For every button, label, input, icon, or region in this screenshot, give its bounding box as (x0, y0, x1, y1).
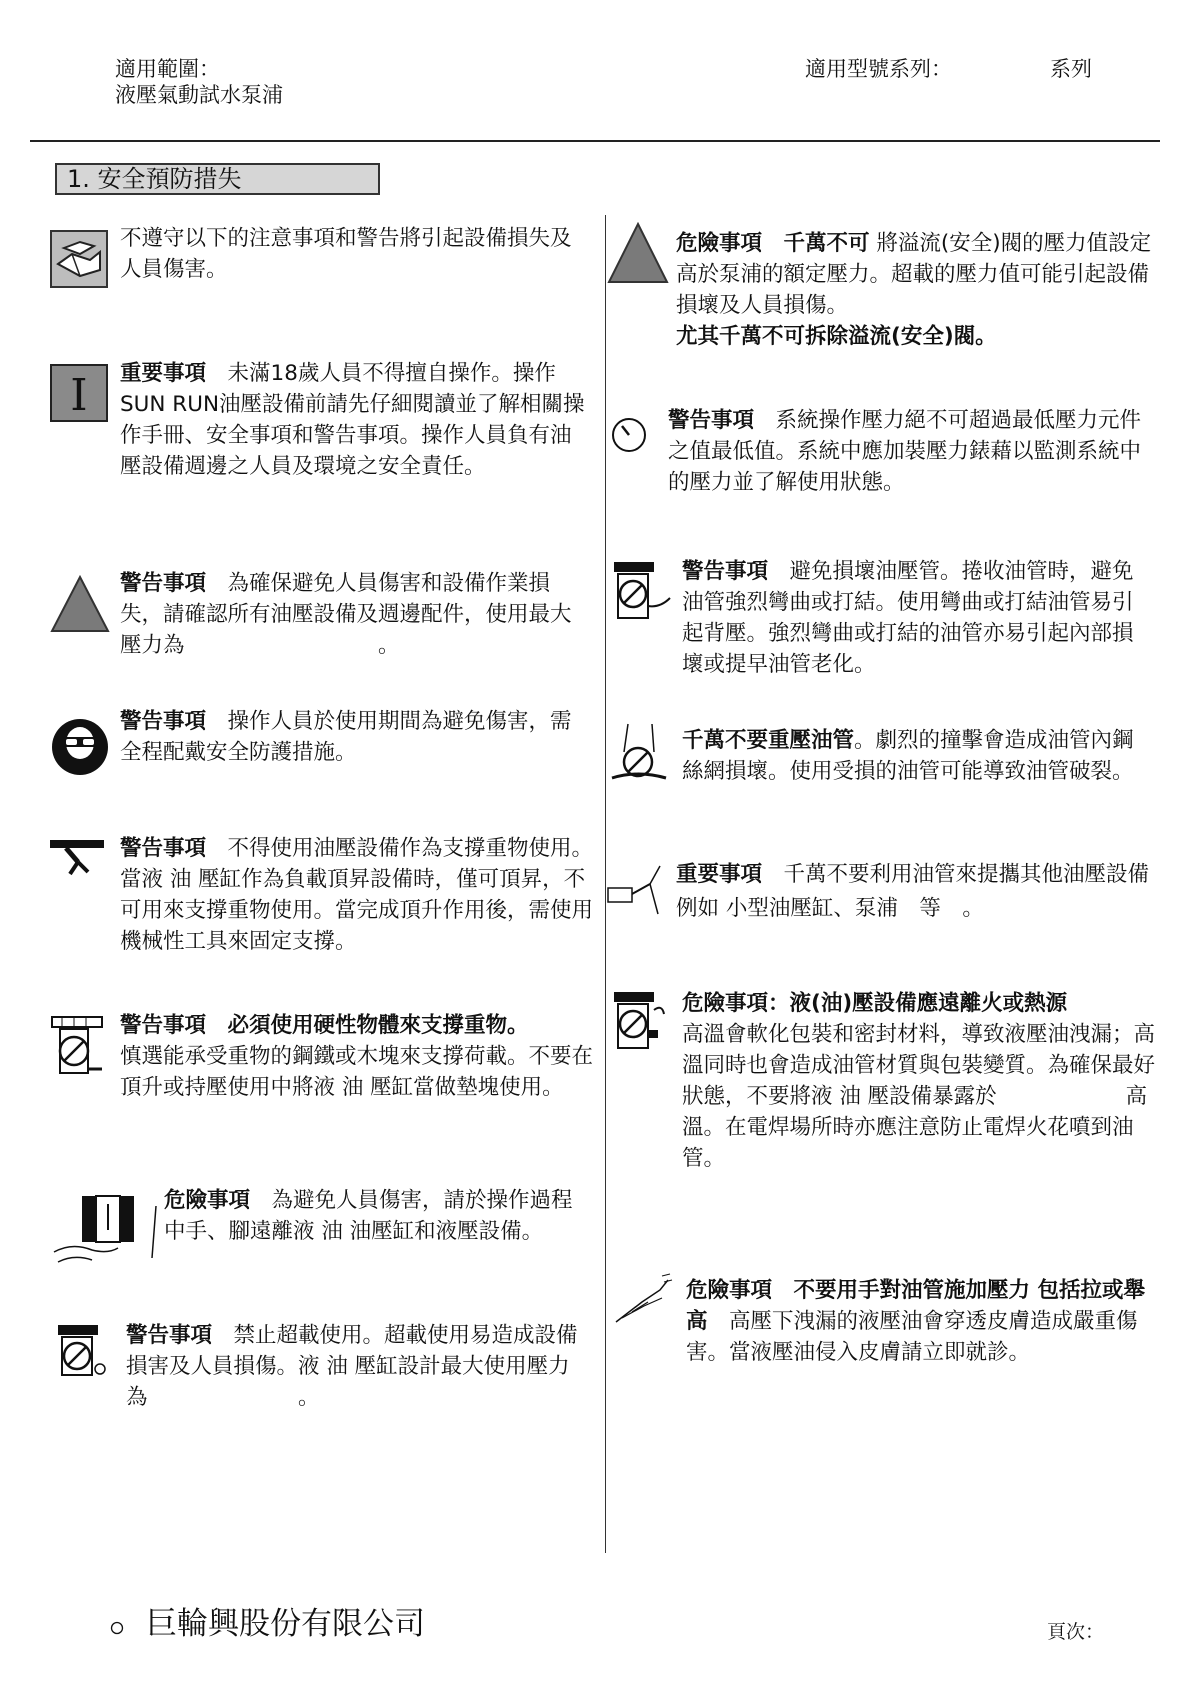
hand-pressure-icon (612, 1272, 676, 1332)
notice-no-support: 警告事項 不得使用油壓設備作為支撐重物使用。當液 油 壓缸作為負載頂昇設備時，僅可頂昇，不可用來支撐重物使用。當完成頂升作用後，需使用機械性工具來固定支撐。 (120, 836, 594, 954)
model-suffix: 系列 (1050, 57, 1092, 81)
no-heat-icon (612, 990, 674, 1056)
notice-protective-gear: 警告事項 操作人員於使用期間為避免傷害，需全程配戴安全防護措施。 (120, 709, 572, 765)
notice-max-pressure: 警告事項 為確保避免人員傷害和設備作業損失，請確認所有油壓設備及週邊配件，使用最大壓力為 。 (120, 571, 572, 658)
falling-load-icon (48, 838, 106, 882)
notice-hard-support: 警告事項 必須使用硬性物體來支撐重物。 慎選能承受重物的鋼鐵或木塊來支撐荷載。不要在頂升或持壓使用中將液 油 壓缸當做墊塊使用。 (120, 1013, 594, 1100)
svg-text:I: I (70, 370, 88, 421)
scope-value: 液壓氣動試水泵浦 (115, 83, 283, 107)
pressure-gauge-icon (610, 416, 648, 458)
hands-clear-icon (52, 1192, 160, 1274)
notice-crushed-hose: 千萬不要重壓油管。劇烈的撞擊會造成油管內鋼絲網損壞。使用受損的油管可能導致油管破裂。 (682, 728, 1134, 784)
no-cylinder-support-icon (50, 1015, 108, 1081)
company-logo-icon (110, 1620, 124, 1639)
notice-system-pressure: 警告事項 系統操作壓力絕不可超過最低壓力元件之值最低值。系統中應加裝壓力錶藉以監測系統中的壓力並了解使用狀態。 (668, 408, 1142, 495)
page-number-label: 頁次： (1047, 1621, 1105, 1643)
header-divider (30, 140, 1160, 142)
safety-goggles-icon (50, 717, 110, 781)
crushed-hose-icon (608, 722, 670, 788)
notice-overload: 警告事項 禁止超載使用。超載使用易造成設備損害及人員損傷。液 油 壓缸設計最大使用壓力為 。 (126, 1323, 578, 1410)
notice-relief-valve: 危險事項 千萬不可 將溢流(安全)閥的壓力值設定高於泵浦的額定壓力。超載的壓力值可能引起設備損壞及人員損傷。 尤其千萬不可拆除溢流(安全)閥。 (676, 231, 1152, 349)
notice-kinked-hose: 警告事項 避免損壞油壓管。捲收油管時，避免油管強烈彎曲或打結。使用彎曲或打結油管易引起背壓。強烈彎曲或打結的油管亦易引起內部損壞或提早油管老化。 (682, 559, 1134, 677)
notice-hose-carry: 重要事項 千萬不要利用油管來提攜其他油壓設備 例如 小型油壓缸、泵浦 等 。 (676, 862, 1150, 921)
scope-label: 適用範圍： (115, 57, 220, 81)
model-label: 適用型號系列： (805, 57, 952, 81)
company-name: 巨輪興股份有限公司 (146, 1606, 425, 1642)
notice-important-age: 重要事項 未滿18歲人員不得擅自操作。操作SUN RUN油壓設備前請先仔細閱讀並了解相關操作手冊、安全事項和警告事項。操作人員負有油壓設備週邊之人員及環境之安全責任。 (120, 361, 585, 479)
kinked-hose-icon (612, 560, 674, 626)
notice-hand-pressure: 危險事項 不要用手對油管施加壓力 包括拉或舉高 高壓下洩漏的液壓油會穿透皮膚造成嚴重傷害。當液壓油侵入皮膚請立即就診。 (686, 1278, 1146, 1365)
info-i-icon (50, 364, 108, 426)
warning-triangle-icon (50, 575, 110, 637)
notice-intro: 不遵守以下的注意事項和警告將引起設備損失及人員傷害。 (120, 226, 572, 282)
manual-book-icon (50, 230, 108, 292)
danger-triangle-icon (607, 222, 669, 288)
notice-hands-clear: 危險事項 為避免人員傷害，請於操作過程中手、腳遠離液 油 油壓缸和液壓設備。 (164, 1188, 573, 1244)
no-overload-icon (56, 1323, 112, 1383)
section-title: 1. 安全預防措失 (55, 163, 380, 195)
notice-heat-source: 危險事項：液(油)壓設備應遠離火或熱源 高溫會軟化包裝和密封材料，導致液壓油洩漏；高溫同時也會造成油管材質與包裝變質。為確保最好狀態，不要將液 油 壓設備暴露於 高溫。在電焊場所時亦應注意防止電焊火花噴到油管。 (682, 991, 1156, 1171)
hose-lift-icon (606, 862, 670, 924)
